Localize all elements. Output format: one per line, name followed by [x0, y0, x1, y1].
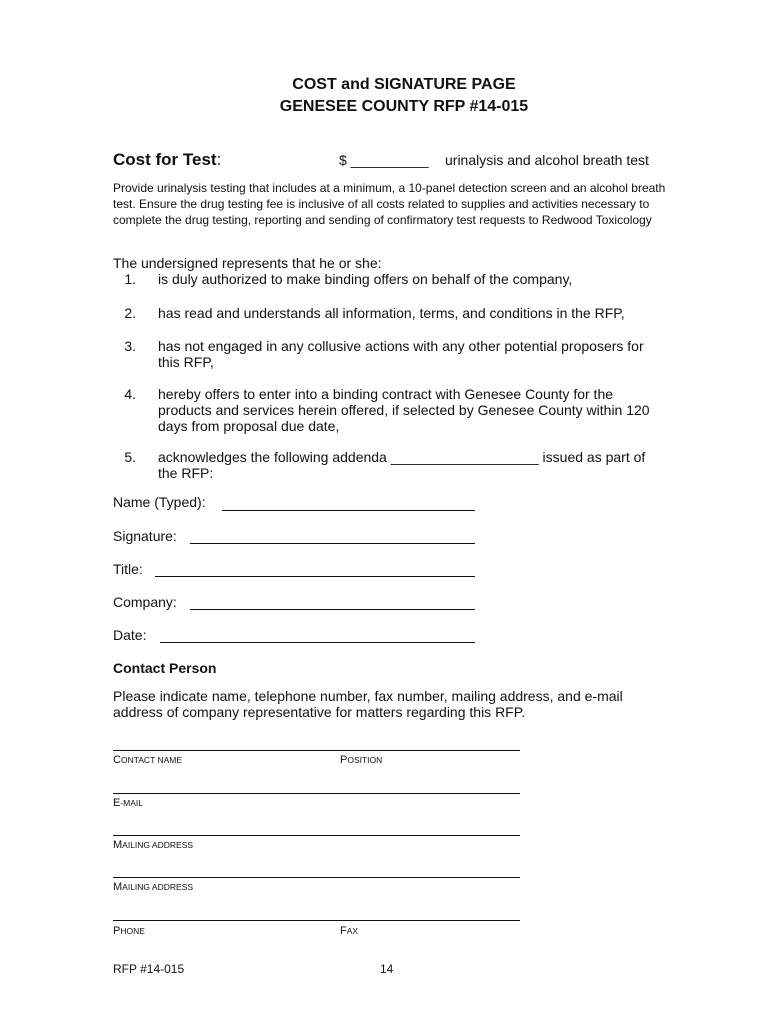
- page-title-line2: GENESEE COUNTY RFP #14-015: [279, 98, 529, 115]
- title-field[interactable]: [155, 576, 475, 577]
- item-text: the RFP:: [158, 465, 214, 481]
- contact-name-position-field[interactable]: [113, 750, 520, 751]
- item-text: is duly authorized to make binding offers on behalf of the company,: [158, 271, 573, 287]
- signature-label: Signature:: [113, 528, 177, 544]
- cost-amount-blank[interactable]: $ __________: [339, 152, 429, 168]
- cost-for-test-label: Cost for Test:: [113, 150, 222, 169]
- cost-paragraph-line3: complete the drug testing, reporting and sending of confirmatory test requests to Redwood Toxicology: [113, 213, 652, 227]
- contact-name-label: CONTACT NAME: [113, 754, 183, 766]
- mailing-address-field-2[interactable]: [113, 877, 520, 878]
- position-label: POSITION: [340, 754, 383, 766]
- cost-paragraph-line1: Provide urinalysis testing that includes at a minimum, a 10-panel detection screen and an alcohol breath: [113, 181, 666, 195]
- contact-person-heading: Contact Person: [113, 660, 217, 676]
- email-label: E-MAIL: [113, 797, 144, 809]
- date-label: Date:: [113, 627, 147, 643]
- cost-paragraph-line2: test. Ensure the drug testing fee is inclusive of all costs related to supplies and activities necessary to: [113, 197, 650, 211]
- fax-label: FAX: [340, 925, 359, 937]
- company-label: Company:: [113, 594, 177, 610]
- item-number: 2.: [124, 305, 136, 321]
- phone-label: PHONE: [113, 925, 145, 937]
- mailing-address-label: MAILING ADDRESS: [113, 839, 194, 851]
- item-text: has read and understands all information, terms, and conditions in the RFP,: [158, 305, 625, 321]
- mailing-address-field[interactable]: [113, 835, 520, 836]
- representations-intro: The undersigned represents that he or she:: [113, 255, 382, 271]
- signature-field[interactable]: [190, 543, 475, 544]
- item-text: products and services herein offered, if selected by Genesee County within 120: [158, 402, 650, 418]
- title-label: Title:: [113, 561, 143, 577]
- item-text: days from proposal due date,: [158, 418, 340, 434]
- item-text: hereby offers to enter into a binding contract with Genesee County for the: [158, 386, 614, 402]
- contact-instructions-line2: address of company representative for matters regarding this RFP.: [113, 704, 526, 720]
- name-typed-field[interactable]: [222, 510, 475, 511]
- phone-fax-field[interactable]: [113, 920, 520, 921]
- item-number: 5.: [124, 449, 136, 465]
- mailing-address-label-2: MAILING ADDRESS: [113, 881, 194, 893]
- name-typed-label: Name (Typed):: [113, 494, 206, 510]
- email-field[interactable]: [113, 793, 520, 794]
- contact-instructions-line1: Please indicate name, telephone number, fax number, mailing address, and e-mail: [113, 688, 623, 704]
- item-number: 1.: [124, 271, 136, 287]
- addenda-text[interactable]: acknowledges the following addenda ___________________ issued as part of: [158, 449, 646, 465]
- item-text: this RFP,: [158, 354, 214, 370]
- company-field[interactable]: [190, 609, 475, 610]
- item-number: 4.: [124, 386, 136, 402]
- cost-description: urinalysis and alcohol breath test: [445, 152, 649, 168]
- item-text: has not engaged in any collusive actions with any other potential proposers for: [158, 338, 644, 354]
- date-field[interactable]: [160, 642, 475, 643]
- item-number: 3.: [124, 338, 136, 354]
- page-title-line1: COST and SIGNATURE PAGE: [292, 76, 516, 93]
- footer-rfp-number: RFP #14-015: [113, 962, 185, 976]
- page-number: 14: [380, 962, 394, 976]
